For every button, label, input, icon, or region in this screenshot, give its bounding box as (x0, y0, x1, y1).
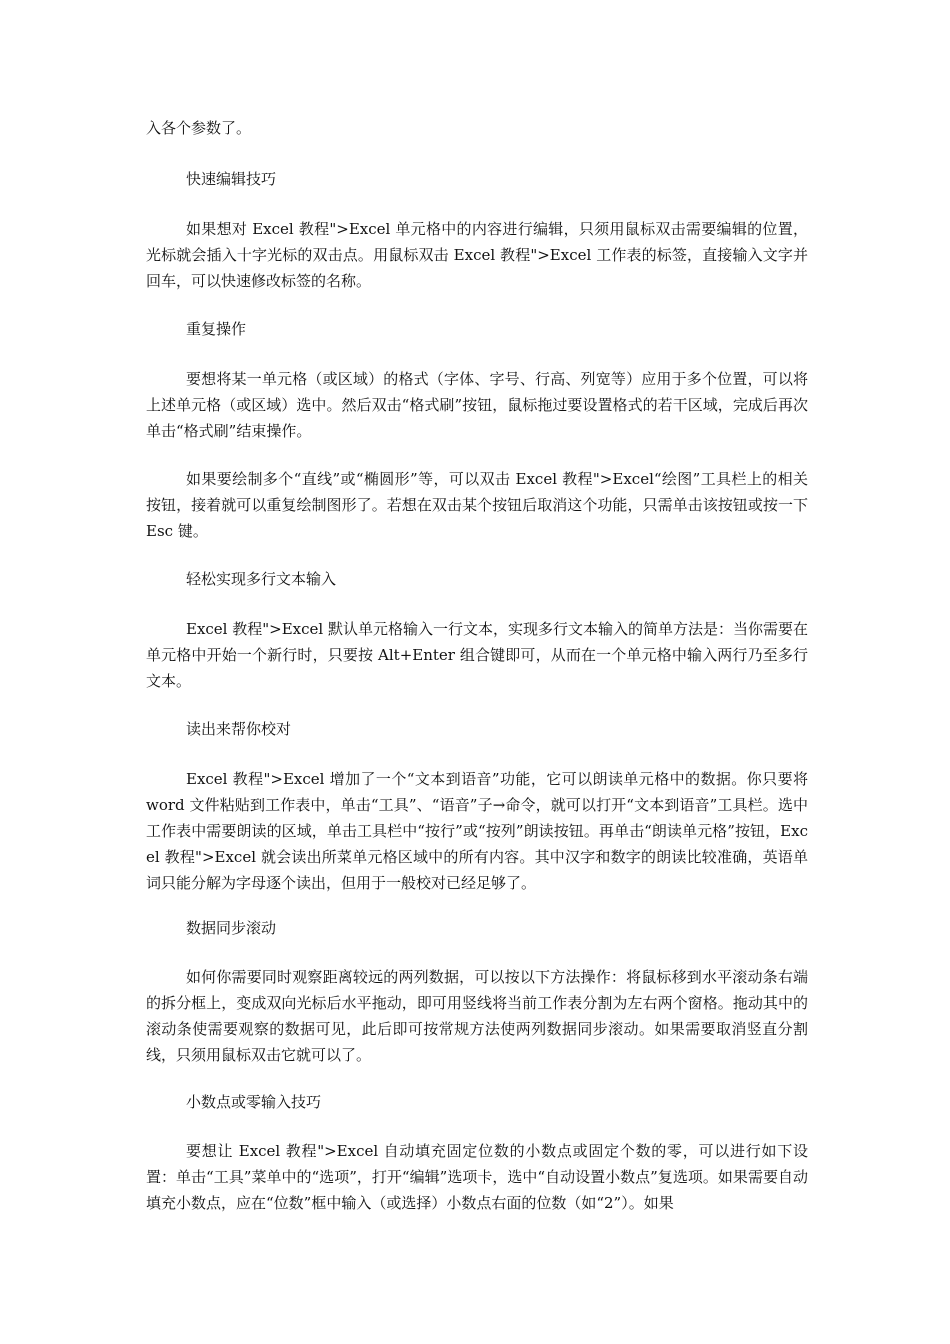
heading-quick-edit: 快速编辑技巧 (186, 170, 277, 188)
heading-read-aloud: 读出来帮你校对 (186, 720, 292, 738)
heading-repeat-operation: 重复操作 (186, 320, 247, 338)
paragraph-read-aloud: Excel 教程">Excel 增加了一个“文本到语音”功能，它可以朗读单元格中的数据。你只要将 word 文件粘贴到工作表中，单击“工具”、“语音”子→命令，就可以打开“文本到语音”工具栏。选中工作表中需要朗读的区域，单击工具栏中“按行”或“按列”朗读按钮。再单击“朗读单元格”按钮，Excel 教程">Excel 就会读出所菜单元格区域中的所有内容。其中汉字和数字的朗读比较准确，英语单词只能分解为字母逐个读出，但用于一般校对已经足够了。 (146, 770, 808, 892)
paragraph-multiline-input: Excel 教程">Excel 默认单元格输入一行文本，实现多行文本输入的简单方法是：当你需要在单元格中开始一个新行时，只要按 Alt+Enter 组合键即可，从而在一个单元格中输入两行乃至多行文本。 (146, 620, 808, 690)
paragraph-format-painter: 要想将某一单元格（或区域）的格式（字体、字号、行高、列宽等）应用于多个位置，可以将上述单元格（或区域）选中。然后双击“格式刷”按钮，鼠标拖过要设置格式的若干区域，完成后再次单击“格式刷”结束操作。 (146, 370, 808, 440)
paragraph-sync-scroll: 如何你需要同时观察距离较远的两列数据，可以按以下方法操作：将鼠标移到水平滚动条右端的拆分框上，变成双向光标后水平拖动，即可用竖线将当前工作表分割为左右两个窗格。拖动其中的滚动条使需要观察的数据可见，此后即可按常规方法使两列数据同步滚动。如果需要取消竖直分割线，只须用鼠标双击它就可以了。 (146, 968, 808, 1064)
heading-decimal-input: 小数点或零输入技巧 (186, 1093, 322, 1111)
heading-multiline-input: 轻松实现多行文本输入 (186, 570, 337, 588)
paragraph-quick-edit: 如果想对 Excel 教程">Excel 单元格中的内容进行编辑，只须用鼠标双击需要编辑的位置，光标就会插入十字光标的双击点。用鼠标双击 Excel 教程">Excel 工作表的标签，直接输入文字并回车，可以快速修改标签的名称。 (146, 220, 808, 290)
paragraph-continuation: 入各个参数了。 (146, 119, 252, 137)
paragraph-repeat-drawing: 如果要绘制多个“直线”或“椭圆形”等，可以双击 Excel 教程">Excel“绘图”工具栏上的相关按钮，接着就可以重复绘制图形了。若想在双击某个按钮后取消这个功能，只需单击该按钮或按一下 Esc 键。 (146, 470, 808, 540)
heading-sync-scroll: 数据同步滚动 (186, 919, 277, 937)
paragraph-decimal-input: 要想让 Excel 教程">Excel 自动填充固定位数的小数点或固定个数的零，可以进行如下设置：单击“工具”菜单中的“选项”，打开“编辑”选项卡，选中“自动设置小数点”复选项。如果需要自动填充小数点，应在“位数”框中输入（或选择）小数点右面的位数（如“2”）。如果 (146, 1142, 808, 1212)
